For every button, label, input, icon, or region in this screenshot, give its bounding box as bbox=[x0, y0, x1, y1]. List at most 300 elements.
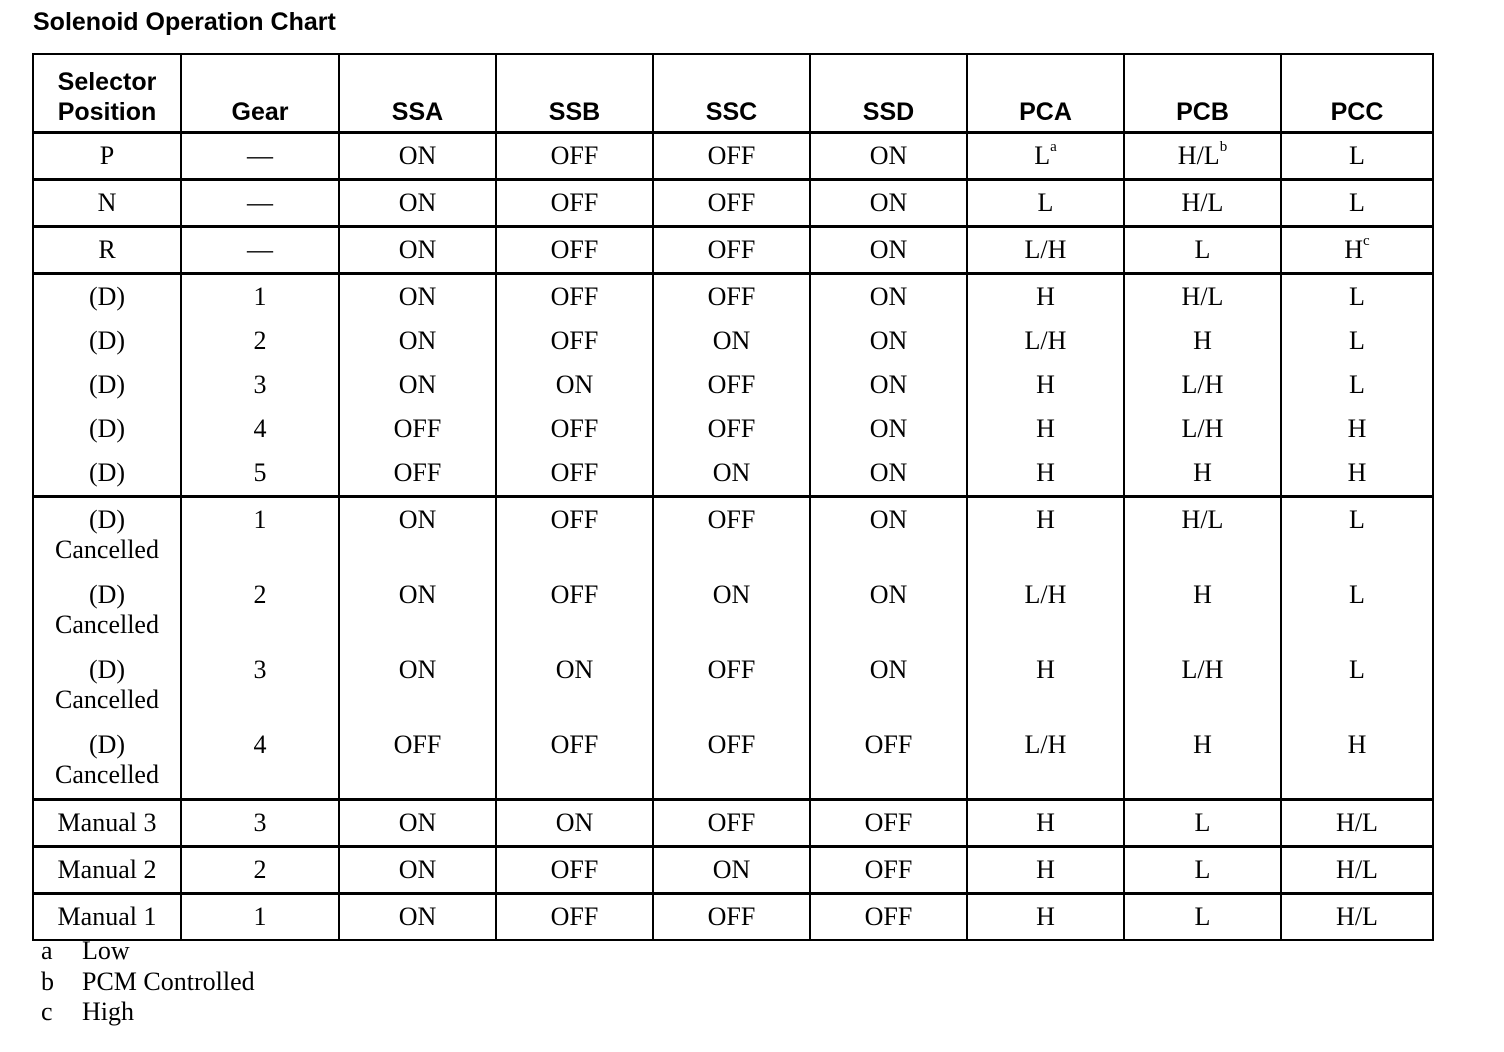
cell-value: L bbox=[1349, 655, 1365, 684]
cell-ssd bbox=[810, 319, 967, 363]
cell-ssb bbox=[496, 407, 653, 451]
legend-item bbox=[41, 967, 255, 998]
position-label: (D) bbox=[88, 505, 126, 534]
cell-selector-position bbox=[33, 800, 181, 847]
cell-value: 4 bbox=[253, 414, 267, 443]
cell-ssb bbox=[496, 497, 653, 574]
cell-value: H bbox=[1347, 730, 1367, 759]
cell-value: OFF bbox=[864, 855, 913, 884]
cell-selector-position bbox=[33, 451, 181, 497]
cell-selector-position bbox=[33, 133, 181, 180]
cell-value: 5 bbox=[253, 458, 267, 487]
cell-ssa bbox=[339, 800, 496, 847]
cell-value: OFF bbox=[393, 730, 442, 759]
cell-value: L bbox=[1349, 505, 1365, 534]
cell-selector-position bbox=[33, 274, 181, 320]
cell-ssd bbox=[810, 407, 967, 451]
cell-ssc bbox=[653, 497, 810, 574]
cell-value: — bbox=[247, 188, 273, 217]
cell-value: 1 bbox=[253, 902, 267, 931]
cell-ssc bbox=[653, 319, 810, 363]
cell-ssd bbox=[810, 227, 967, 274]
cell-pcb bbox=[1124, 847, 1281, 894]
cell-pca bbox=[967, 648, 1124, 723]
legend-item bbox=[41, 936, 255, 967]
table-row bbox=[33, 894, 1433, 941]
cell-value: 1 bbox=[253, 282, 267, 311]
cell-pcc bbox=[1281, 648, 1433, 723]
column-header-line: PCC bbox=[1330, 98, 1384, 126]
cell-value: L/H bbox=[1181, 370, 1224, 399]
cell-value: 3 bbox=[253, 655, 267, 684]
cell-value: ON bbox=[869, 414, 908, 443]
cell-ssb bbox=[496, 847, 653, 894]
position-label: Manual 1 bbox=[57, 902, 157, 931]
column-header-ssc bbox=[653, 54, 810, 133]
legend-text: Low bbox=[82, 936, 130, 965]
column-header-line: SSA bbox=[391, 98, 444, 126]
cell-value: ON bbox=[398, 326, 437, 355]
cell-value: ON bbox=[398, 505, 437, 534]
cell-ssc bbox=[653, 451, 810, 497]
footnote-marker: c bbox=[1363, 233, 1370, 249]
cell-ssa bbox=[339, 723, 496, 800]
cell-pcb bbox=[1124, 319, 1281, 363]
cell-pca bbox=[967, 894, 1124, 941]
cell-value: H bbox=[1036, 414, 1055, 443]
legend-item bbox=[41, 997, 255, 1028]
cell-value: ON bbox=[555, 370, 594, 399]
cell-ssa bbox=[339, 573, 496, 648]
cell-value: OFF bbox=[550, 902, 599, 931]
column-header-line: SSB bbox=[548, 98, 601, 126]
table-row bbox=[33, 180, 1433, 227]
cell-value: H bbox=[1193, 326, 1212, 355]
cell-value: L/H bbox=[1181, 655, 1224, 684]
cell-selector-position bbox=[33, 648, 181, 723]
cell-value: L bbox=[1349, 370, 1365, 399]
cell-value: L bbox=[1349, 188, 1365, 217]
cell-value: H bbox=[1193, 580, 1212, 609]
cell-value: H bbox=[1036, 458, 1055, 487]
cell-pcb bbox=[1124, 227, 1281, 274]
cell-pcb bbox=[1124, 894, 1281, 941]
cell-pcc bbox=[1281, 847, 1433, 894]
cell-value: OFF bbox=[393, 414, 442, 443]
cell-value: H bbox=[1347, 458, 1367, 487]
cell-selector-position bbox=[33, 847, 181, 894]
cell-ssd bbox=[810, 274, 967, 320]
cell-value: ON bbox=[398, 902, 437, 931]
position-sublabel: Cancelled bbox=[55, 610, 159, 639]
cell-value: H bbox=[1193, 730, 1212, 759]
cell-value: OFF bbox=[707, 808, 756, 837]
cell-value: ON bbox=[869, 282, 908, 311]
cell-ssa bbox=[339, 274, 496, 320]
cell-value: L bbox=[1349, 141, 1365, 170]
cell-value: H bbox=[1344, 235, 1364, 264]
cell-ssb bbox=[496, 573, 653, 648]
cell-value: OFF bbox=[707, 235, 756, 264]
cell-pcc bbox=[1281, 573, 1433, 648]
cell-pcc bbox=[1281, 319, 1433, 363]
cell-ssd bbox=[810, 648, 967, 723]
cell-ssb bbox=[496, 274, 653, 320]
cell-ssd bbox=[810, 723, 967, 800]
cell-gear bbox=[181, 180, 339, 227]
cell-value: ON bbox=[398, 655, 437, 684]
cell-value: H bbox=[1036, 855, 1055, 884]
solenoid-operation-table bbox=[32, 53, 1434, 941]
cell-value: OFF bbox=[864, 902, 913, 931]
cell-pcc bbox=[1281, 274, 1433, 320]
cell-selector-position bbox=[33, 407, 181, 451]
cell-ssb bbox=[496, 180, 653, 227]
cell-value: 4 bbox=[253, 730, 267, 759]
cell-ssd bbox=[810, 180, 967, 227]
cell-pca bbox=[967, 227, 1124, 274]
cell-value: L bbox=[1194, 235, 1211, 264]
cell-ssc bbox=[653, 723, 810, 800]
cell-ssa bbox=[339, 363, 496, 407]
cell-pcb bbox=[1124, 497, 1281, 574]
cell-pca bbox=[967, 363, 1124, 407]
cell-pcc bbox=[1281, 180, 1433, 227]
cell-gear bbox=[181, 723, 339, 800]
footnote-marker: b bbox=[1219, 139, 1228, 155]
cell-ssc bbox=[653, 894, 810, 941]
cell-pca bbox=[967, 133, 1124, 180]
cell-value: OFF bbox=[550, 282, 599, 311]
cell-value: OFF bbox=[550, 505, 599, 534]
position-sublabel: Cancelled bbox=[55, 685, 159, 714]
cell-pcb bbox=[1124, 800, 1281, 847]
cell-value: OFF bbox=[550, 141, 599, 170]
table-row bbox=[33, 648, 1433, 723]
cell-value: L bbox=[1349, 282, 1365, 311]
cell-gear bbox=[181, 451, 339, 497]
cell-value: ON bbox=[398, 235, 437, 264]
page-title: Solenoid Operation Chart bbox=[33, 8, 336, 36]
cell-ssd bbox=[810, 847, 967, 894]
cell-value: OFF bbox=[707, 141, 756, 170]
column-header-line: Position bbox=[57, 98, 157, 126]
cell-value: ON bbox=[712, 326, 751, 355]
position-label: R bbox=[98, 235, 116, 264]
column-header-ssd bbox=[810, 54, 967, 133]
cell-value: L bbox=[1349, 580, 1365, 609]
cell-gear bbox=[181, 133, 339, 180]
cell-pcc bbox=[1281, 497, 1433, 574]
cell-ssc bbox=[653, 363, 810, 407]
cell-ssb bbox=[496, 363, 653, 407]
cell-value: OFF bbox=[550, 326, 599, 355]
cell-ssa bbox=[339, 497, 496, 574]
cell-value: OFF bbox=[550, 188, 599, 217]
cell-value: L bbox=[1194, 855, 1211, 884]
column-header-line: SSD bbox=[862, 98, 915, 126]
cell-ssa bbox=[339, 319, 496, 363]
position-sublabel: Cancelled bbox=[55, 535, 159, 564]
cell-value: ON bbox=[869, 326, 908, 355]
cell-value: OFF bbox=[707, 655, 756, 684]
cell-value: ON bbox=[712, 458, 751, 487]
cell-value: 3 bbox=[253, 370, 267, 399]
table-row bbox=[33, 573, 1433, 648]
position-label: (D) bbox=[88, 655, 126, 684]
legend-text: High bbox=[82, 997, 134, 1026]
cell-pca bbox=[967, 497, 1124, 574]
cell-pca bbox=[967, 407, 1124, 451]
position-label: N bbox=[97, 188, 117, 217]
cell-value: H bbox=[1036, 808, 1055, 837]
cell-value: H bbox=[1036, 655, 1055, 684]
cell-value: L/H bbox=[1024, 730, 1067, 759]
cell-value: 3 bbox=[253, 808, 267, 837]
cell-gear bbox=[181, 573, 339, 648]
cell-pca bbox=[967, 274, 1124, 320]
cell-pca bbox=[967, 800, 1124, 847]
cell-value: OFF bbox=[707, 370, 756, 399]
cell-value: ON bbox=[869, 188, 908, 217]
table-row bbox=[33, 497, 1433, 574]
table-row bbox=[33, 407, 1433, 451]
cell-value: OFF bbox=[393, 458, 442, 487]
cell-value: ON bbox=[869, 141, 908, 170]
cell-value: ON bbox=[398, 855, 437, 884]
cell-ssb bbox=[496, 648, 653, 723]
cell-value: H bbox=[1036, 282, 1055, 311]
column-header-line: Selector bbox=[57, 68, 157, 96]
position-label: (D) bbox=[88, 580, 126, 609]
cell-value: H/L bbox=[1336, 855, 1378, 884]
cell-value: ON bbox=[712, 855, 751, 884]
cell-ssd bbox=[810, 800, 967, 847]
cell-value: OFF bbox=[707, 902, 756, 931]
cell-pcc bbox=[1281, 363, 1433, 407]
cell-value: L bbox=[1349, 326, 1365, 355]
cell-value: H/L bbox=[1181, 282, 1224, 311]
column-header-line: Gear bbox=[231, 98, 289, 126]
column-header-pcb bbox=[1124, 54, 1281, 133]
table-row bbox=[33, 363, 1433, 407]
column-header-line: SSC bbox=[705, 98, 758, 126]
cell-value: L/H bbox=[1024, 326, 1067, 355]
cell-ssa bbox=[339, 451, 496, 497]
cell-ssc bbox=[653, 847, 810, 894]
cell-ssc bbox=[653, 180, 810, 227]
cell-pca bbox=[967, 319, 1124, 363]
table-body bbox=[33, 133, 1433, 941]
legend-text: PCM Controlled bbox=[82, 966, 255, 996]
cell-selector-position bbox=[33, 363, 181, 407]
cell-value: H bbox=[1347, 414, 1367, 443]
cell-ssc bbox=[653, 133, 810, 180]
cell-ssd bbox=[810, 133, 967, 180]
cell-value: OFF bbox=[707, 414, 756, 443]
cell-value: H bbox=[1036, 902, 1055, 931]
position-label: P bbox=[99, 141, 115, 170]
footnote-marker: a bbox=[1050, 139, 1057, 155]
cell-gear bbox=[181, 894, 339, 941]
cell-value: ON bbox=[398, 141, 437, 170]
cell-gear bbox=[181, 800, 339, 847]
position-sublabel: Cancelled bbox=[55, 760, 159, 789]
cell-value: OFF bbox=[550, 235, 599, 264]
cell-value: H/L bbox=[1181, 188, 1224, 217]
cell-ssb bbox=[496, 227, 653, 274]
cell-ssc bbox=[653, 648, 810, 723]
cell-value: L/H bbox=[1181, 414, 1224, 443]
cell-pcb bbox=[1124, 407, 1281, 451]
cell-value: L/H bbox=[1024, 580, 1067, 609]
cell-gear bbox=[181, 497, 339, 574]
cell-value: ON bbox=[398, 808, 437, 837]
cell-value: ON bbox=[555, 655, 594, 684]
cell-pcc bbox=[1281, 451, 1433, 497]
cell-selector-position bbox=[33, 573, 181, 648]
cell-pcc bbox=[1281, 133, 1433, 180]
legend-key: c bbox=[41, 997, 53, 1026]
cell-pcb bbox=[1124, 180, 1281, 227]
cell-ssc bbox=[653, 227, 810, 274]
cell-value: H/L bbox=[1336, 808, 1378, 837]
cell-pcc bbox=[1281, 894, 1433, 941]
cell-value: L bbox=[1034, 141, 1051, 170]
cell-pcc bbox=[1281, 723, 1433, 800]
cell-value: H bbox=[1036, 505, 1055, 534]
column-header-ssb bbox=[496, 54, 653, 133]
cell-ssa bbox=[339, 894, 496, 941]
footnote-legend bbox=[41, 936, 255, 1028]
cell-value: ON bbox=[869, 235, 908, 264]
column-header-pca bbox=[967, 54, 1124, 133]
cell-value: ON bbox=[869, 370, 908, 399]
cell-ssc bbox=[653, 573, 810, 648]
position-label: (D) bbox=[88, 326, 126, 355]
cell-value: OFF bbox=[864, 808, 913, 837]
position-label: (D) bbox=[88, 370, 126, 399]
cell-ssc bbox=[653, 407, 810, 451]
cell-ssb bbox=[496, 723, 653, 800]
column-header-ssa bbox=[339, 54, 496, 133]
cell-ssa bbox=[339, 847, 496, 894]
cell-gear bbox=[181, 319, 339, 363]
cell-value: 1 bbox=[253, 505, 267, 534]
cell-pca bbox=[967, 573, 1124, 648]
cell-value: ON bbox=[398, 188, 437, 217]
cell-value: L bbox=[1194, 902, 1211, 931]
cell-gear bbox=[181, 648, 339, 723]
cell-value: OFF bbox=[550, 458, 599, 487]
cell-value: OFF bbox=[864, 730, 913, 759]
legend-key: a bbox=[41, 936, 53, 965]
cell-selector-position bbox=[33, 319, 181, 363]
cell-ssd bbox=[810, 451, 967, 497]
cell-pcb bbox=[1124, 648, 1281, 723]
cell-ssb bbox=[496, 319, 653, 363]
cell-ssa bbox=[339, 648, 496, 723]
cell-ssb bbox=[496, 894, 653, 941]
cell-value: OFF bbox=[550, 855, 599, 884]
cell-pcb bbox=[1124, 451, 1281, 497]
cell-value: H/L bbox=[1336, 902, 1378, 931]
cell-value: L bbox=[1194, 808, 1211, 837]
cell-value: OFF bbox=[550, 730, 599, 759]
table-row bbox=[33, 319, 1433, 363]
cell-gear bbox=[181, 407, 339, 451]
header-row bbox=[33, 54, 1433, 133]
cell-selector-position bbox=[33, 723, 181, 800]
cell-selector-position bbox=[33, 497, 181, 574]
cell-ssd bbox=[810, 497, 967, 574]
cell-ssa bbox=[339, 133, 496, 180]
cell-value: OFF bbox=[550, 580, 599, 609]
cell-pca bbox=[967, 180, 1124, 227]
cell-value: 2 bbox=[253, 326, 267, 355]
cell-pcb bbox=[1124, 723, 1281, 800]
cell-value: OFF bbox=[707, 505, 756, 534]
table-row bbox=[33, 133, 1433, 180]
cell-ssd bbox=[810, 894, 967, 941]
cell-ssd bbox=[810, 363, 967, 407]
cell-value: H bbox=[1193, 458, 1212, 487]
cell-pca bbox=[967, 451, 1124, 497]
cell-value: H/L bbox=[1177, 141, 1220, 170]
table-row bbox=[33, 451, 1433, 497]
column-header-pcc bbox=[1281, 54, 1433, 133]
cell-pca bbox=[967, 723, 1124, 800]
cell-ssb bbox=[496, 451, 653, 497]
cell-ssb bbox=[496, 133, 653, 180]
cell-pcb bbox=[1124, 363, 1281, 407]
cell-value: 2 bbox=[253, 580, 267, 609]
cell-ssa bbox=[339, 407, 496, 451]
cell-value: ON bbox=[398, 282, 437, 311]
cell-value: L bbox=[1037, 188, 1054, 217]
cell-value: L/H bbox=[1024, 235, 1067, 264]
cell-value: ON bbox=[555, 808, 594, 837]
cell-pcb bbox=[1124, 573, 1281, 648]
cell-value: OFF bbox=[707, 188, 756, 217]
cell-value: H/L bbox=[1181, 505, 1224, 534]
cell-gear bbox=[181, 274, 339, 320]
column-header-gear bbox=[181, 54, 339, 133]
table-row bbox=[33, 723, 1433, 800]
cell-selector-position bbox=[33, 227, 181, 274]
cell-value: OFF bbox=[707, 730, 756, 759]
position-label: (D) bbox=[88, 282, 126, 311]
cell-gear bbox=[181, 363, 339, 407]
cell-value: OFF bbox=[707, 282, 756, 311]
position-label: (D) bbox=[88, 414, 126, 443]
position-label: (D) bbox=[88, 730, 126, 759]
cell-value: — bbox=[247, 141, 273, 170]
position-label: Manual 3 bbox=[57, 808, 157, 837]
column-header-selector-position bbox=[33, 54, 181, 133]
cell-value: H bbox=[1036, 370, 1055, 399]
table-row bbox=[33, 227, 1433, 274]
cell-value: ON bbox=[869, 458, 908, 487]
cell-value: — bbox=[247, 235, 273, 264]
position-label: (D) bbox=[88, 458, 126, 487]
cell-ssd bbox=[810, 573, 967, 648]
column-header-line: PCA bbox=[1019, 98, 1072, 126]
cell-value: OFF bbox=[550, 414, 599, 443]
cell-selector-position bbox=[33, 894, 181, 941]
cell-ssc bbox=[653, 274, 810, 320]
cell-ssc bbox=[653, 800, 810, 847]
